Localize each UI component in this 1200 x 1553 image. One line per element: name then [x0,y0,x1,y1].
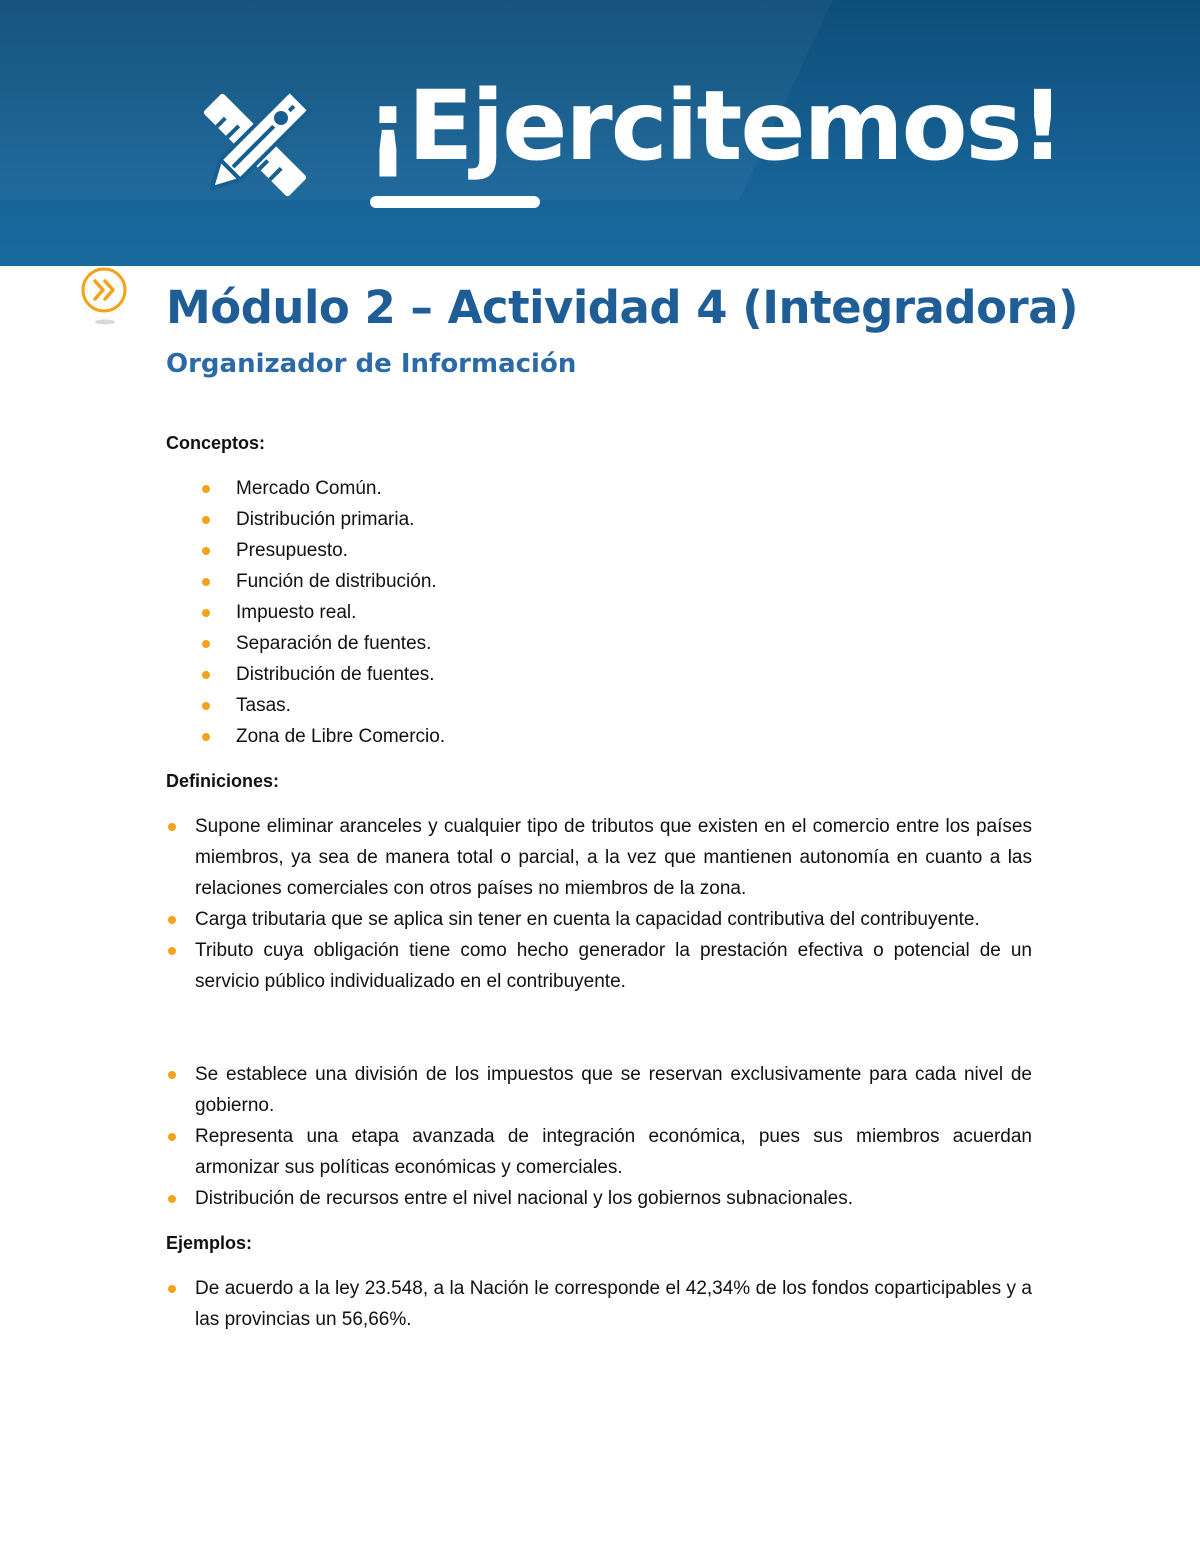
ejemplos-list [166,1273,1032,1335]
list-item: Carga tributaria que se aplica sin tener en cuenta la capacidad contributiva del contribuyente. [195,904,1032,935]
list-item: Separación de fuentes. [236,628,1032,659]
conceptos-list [166,473,1032,752]
pencil-ruler-cross-icon [195,80,315,210]
list-item: Tasas. [236,690,1032,721]
spacer [166,997,1032,1059]
list-item: Distribución de recursos entre el nivel nacional y los gobiernos subnacionales. [195,1183,1032,1214]
list-item: De acuerdo a la ley 23.548, a la Nación le corresponde el 42,34% de los fondos coparticipables y a las provincias un 56,66%. [195,1273,1032,1335]
conceptos-heading: Conceptos: [166,433,265,453]
banner [0,0,1200,266]
definiciones-list-2 [166,1059,1032,1214]
list-item: Distribución de fuentes. [236,659,1032,690]
banner-underline [370,196,540,208]
list-item: Se establece una división de los impuestos que se reservan exclusivamente para cada nivel de gobierno. [195,1059,1032,1121]
banner-title: ¡Ejercitemos! [366,70,1063,182]
page-title: Módulo 2 – Actividad 4 (Integradora) [166,281,1079,334]
list-item: Distribución primaria. [236,504,1032,535]
document-body [166,428,1032,1335]
list-item: Impuesto real. [236,597,1032,628]
definiciones-list-1 [166,811,1032,997]
list-item: Supone eliminar aranceles y cualquier tipo de tributos que existen en el comercio entre los países miembros, ya sea de manera total o parcial, a la vez que mantienen autonomía en cuanto a las relaciones comerciales con otros países no miembros de la zona. [195,811,1032,904]
list-item: Mercado Común. [236,473,1032,504]
list-item: Representa una etapa avanzada de integración económica, pues sus miembros acuerdan armonizar sus políticas económicas y comerciales. [195,1121,1032,1183]
list-item: Función de distribución. [236,566,1032,597]
double-chevron-right-icon [78,266,134,330]
page-subtitle: Organizador de Información [166,349,577,379]
list-item: Tributo cuya obligación tiene como hecho generador la prestación efectiva o potencial de un servicio público individualizado en el contribuyente. [195,935,1032,997]
list-item: Presupuesto. [236,535,1032,566]
ejemplos-heading: Ejemplos: [166,1233,253,1253]
list-item: Zona de Libre Comercio. [236,721,1032,752]
definiciones-heading: Definiciones: [166,771,280,791]
